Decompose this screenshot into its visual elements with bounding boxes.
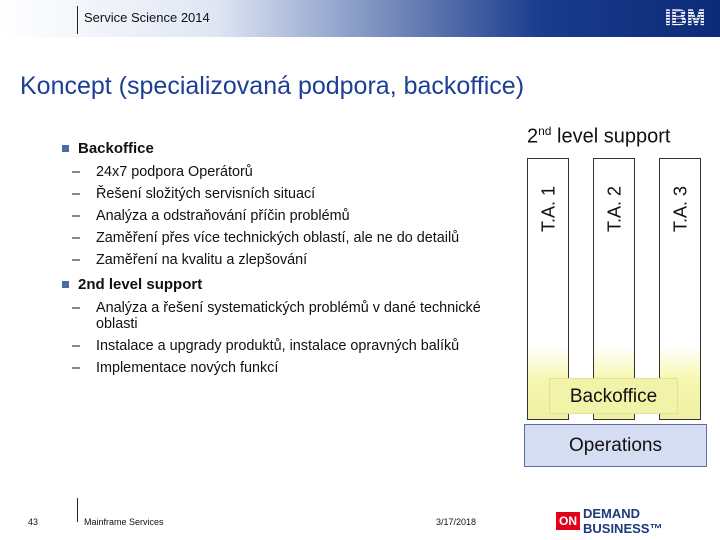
backoffice-label: Backoffice — [569, 386, 658, 407]
ibm-logo — [660, 6, 710, 28]
ta-column-label — [660, 159, 702, 259]
operations-label: Operations — [569, 435, 662, 456]
bullet-item-text: Zaměření přes více technických oblastí, ale ne do detailů — [96, 230, 460, 246]
dash-icon: – — [72, 338, 81, 354]
dash-icon: – — [72, 208, 81, 224]
on-demand-rest: DEMAND BUSINESS — [583, 506, 650, 536]
ta-column-text: T.A. 3 — [670, 185, 691, 233]
bullet-item — [62, 164, 510, 180]
bullet-item — [62, 186, 510, 202]
bullet-heading — [62, 140, 510, 158]
bullet-item-text: Zaměření na kvalitu a zlepšování — [96, 252, 308, 268]
footer-date: 3/17/2018 — [436, 517, 477, 527]
svg-text:IBM: IBM — [664, 6, 706, 28]
bullet-square-icon — [62, 281, 69, 288]
dash-icon: – — [72, 230, 81, 246]
bullet-heading-label: 2nd level support — [78, 276, 203, 293]
ta-column-text: T.A. 1 — [538, 185, 559, 233]
bullet-group-2nd-level — [62, 276, 510, 376]
header-bar — [0, 0, 720, 37]
bullet-item — [62, 338, 510, 354]
bullet-item — [62, 360, 510, 376]
bullet-square-icon — [62, 145, 69, 152]
bullet-heading — [62, 276, 510, 294]
bullet-item — [62, 300, 510, 332]
bullet-list — [62, 140, 510, 384]
header-title: Service Science 2014 — [84, 10, 210, 25]
bullet-item-text: Analýza a odstraňování příčin problémů — [96, 208, 350, 224]
bullet-item-text: Instalace a upgrady produktů, instalace opravných balíků — [96, 338, 460, 354]
support-label-sup: nd — [538, 124, 552, 138]
ta-column-label — [528, 159, 570, 259]
bullet-item-text: Řešení složitých servisních situací — [96, 186, 316, 202]
bullet-heading-label: Backoffice — [78, 140, 154, 157]
slide-heading: Koncept (specializovaná podpora, backoffice) — [20, 72, 525, 100]
operations-box — [524, 424, 707, 467]
bullet-group-backoffice — [62, 140, 510, 268]
footer-department: Mainframe Services — [84, 517, 164, 527]
bullet-item — [62, 252, 510, 268]
dash-icon: – — [72, 186, 81, 202]
footer — [0, 498, 720, 540]
on-demand-business-logo — [556, 506, 720, 536]
dash-icon: – — [72, 300, 81, 316]
on-demand-badge: ON — [556, 512, 580, 530]
bullet-item-text: 24x7 podpora Operátorů — [96, 164, 253, 180]
trademark-mark: ™ — [649, 521, 663, 536]
support-level-label — [527, 124, 670, 149]
dash-icon: – — [72, 252, 81, 268]
footer-divider — [77, 498, 78, 522]
page-number: 43 — [28, 517, 39, 527]
ta-column-text: T.A. 2 — [604, 185, 625, 233]
bullet-item-text: Implementace nových funkcí — [96, 360, 279, 376]
bullet-item-text: Analýza a řešení systematických problémů v dané technické oblasti — [96, 300, 481, 332]
ta-column-label — [594, 159, 636, 259]
header-divider — [77, 6, 78, 34]
dash-icon: – — [72, 360, 81, 376]
support-label-rest: level support — [551, 125, 671, 148]
bullet-item — [62, 230, 510, 246]
support-label-num: 2 — [527, 125, 539, 148]
bullet-item — [62, 208, 510, 224]
dash-icon: – — [72, 164, 81, 180]
backoffice-box — [549, 378, 678, 414]
on-demand-text — [583, 506, 720, 536]
